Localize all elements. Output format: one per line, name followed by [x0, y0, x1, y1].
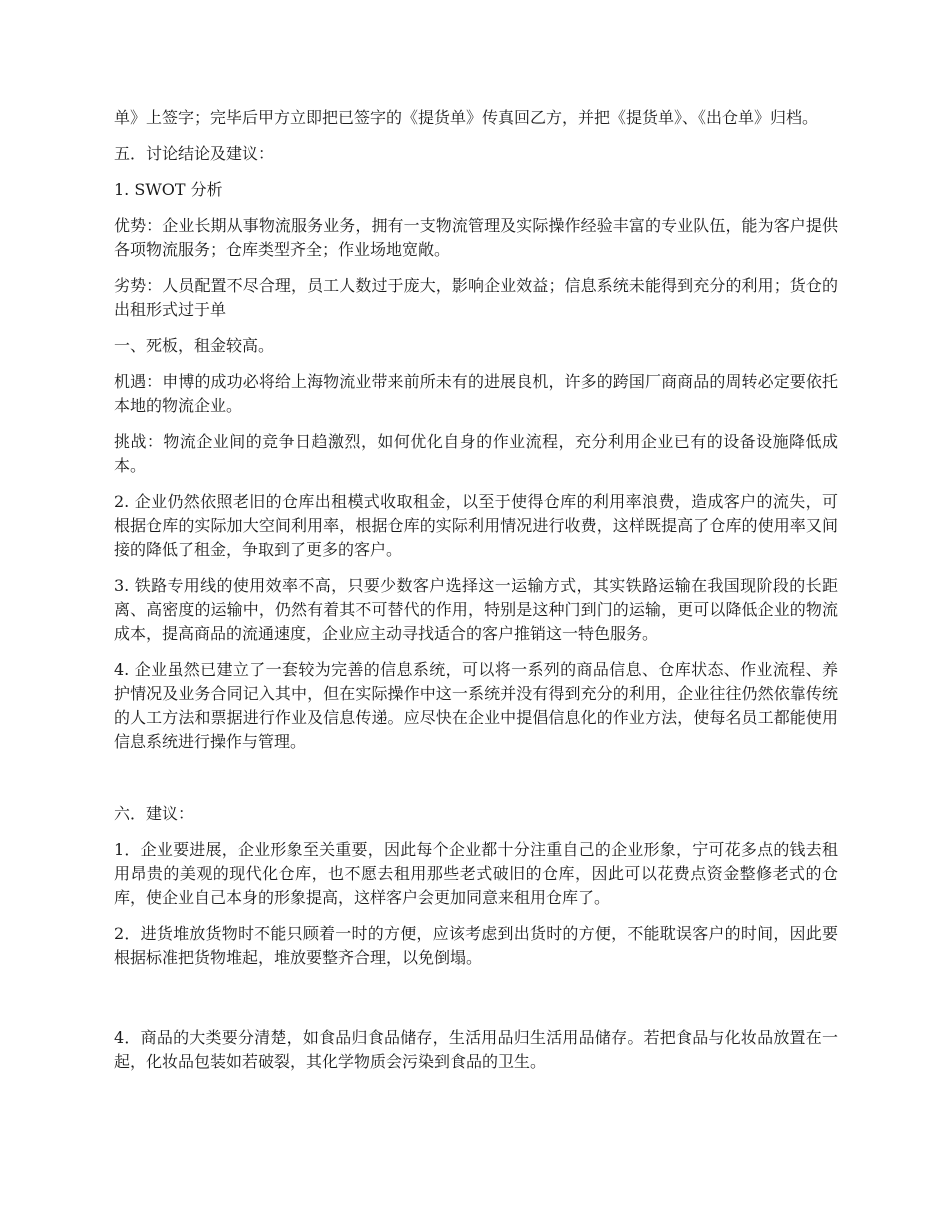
paragraph-point-2: 2. 企业仍然依照老旧的仓库出租模式收取租金，以至于使得仓库的利用率浪费，造成客户的流失，可根据仓库的实际加大空间利用率，根据仓库的实际利用情况进行收费，这样既提高了仓库的使用率又间接的降低了租金，争取到了更多的客户。 [114, 492, 838, 559]
spacer [114, 766, 838, 802]
paragraph-threats: 挑战：物流企业间的竞争日趋激烈，如何优化自身的作业流程，充分利用企业已有的设备设施降低成本。 [114, 432, 838, 475]
paragraph-point-4: 4. 企业虽然已建立了一套较为完善的信息系统，可以将一系列的商品信息、仓库状态、作业流程、养护情况及业务合同记入其中，但在实际操作中这一系统并没有得到充分的利用，企业往往仍然依靠传统的人工方法和票据进行作业及信息传递。应尽快在企业中提倡信息化的作业方法，使每名员工都能使用信息系统进行操作与管理。 [114, 660, 838, 751]
paragraph-opportunities: 机遇：申博的成功必将给上海物流业带来前所未有的进展良机，许多的跨国厂商商品的周转必定要依托本地的物流企业。 [114, 372, 838, 415]
paragraph-suggestion-2: 2．进货堆放货物时不能只顾着一时的方便，应该考虑到出货时的方便，不能耽误客户的时间，因此要根据标准把货物堆起，堆放要整齐合理，以免倒塌。 [114, 924, 838, 967]
paragraph-weaknesses: 劣势：人员配置不尽合理，员工人数过于庞大，影响企业效益；信息系统未能得到充分的利用；货仓的出租形式过于单 [114, 276, 838, 319]
paragraph-strengths: 优势：企业长期从事物流服务业务，拥有一支物流管理及实际操作经验丰富的专业队伍，能为客户提供各项物流服务；仓库类型齐全；作业场地宽敞。 [114, 216, 838, 259]
paragraph-point-3: 3. 铁路专用线的使用效率不高，只要少数客户选择这一运输方式，其实铁路运输在我国现阶段的长距离、高密度的运输中，仍然有着其不可替代的作用，特别是这种门到门的运输，更可以降低企业的物流成本，提高商品的流通速度，企业应主动寻找适合的客户推销这一特色服务。 [114, 576, 838, 643]
paragraph-suggestion-4: 4．商品的大类要分清楚，如食品归食品储存，生活用品归生活用品储存。若把食品与化妆品放置在一起，化妆品包装如若破裂，其化学物质会污染到食品的卫生。 [114, 1028, 838, 1071]
paragraph-weaknesses-cont: 一、死板，租金较高。 [114, 336, 275, 355]
section-heading-conclusions: 五．讨论结论及建议： [114, 144, 275, 163]
paragraph-signing: 单》上签字；完毕后甲方立即把已签字的《提货单》传真回乙方，并把《提货单》、《出仓单》归档。 [114, 108, 819, 127]
subheading-swot: 1. SWOT 分析 [114, 180, 223, 199]
paragraph-suggestion-1: 1．企业要进展，企业形象至关重要，因此每个企业都十分注重自己的企业形象，宁可花多点的钱去租用昂贵的美观的现代化仓库，也不愿去租用那些老式破旧的仓库，因此可以花费点资金整修老式的仓库，使企业自己本身的形象提高，这样客户会更加同意来租用仓库了。 [114, 840, 838, 907]
spacer [114, 982, 838, 1026]
document-body [114, 106, 838, 1086]
section-heading-suggestions: 六．建议： [114, 804, 195, 823]
